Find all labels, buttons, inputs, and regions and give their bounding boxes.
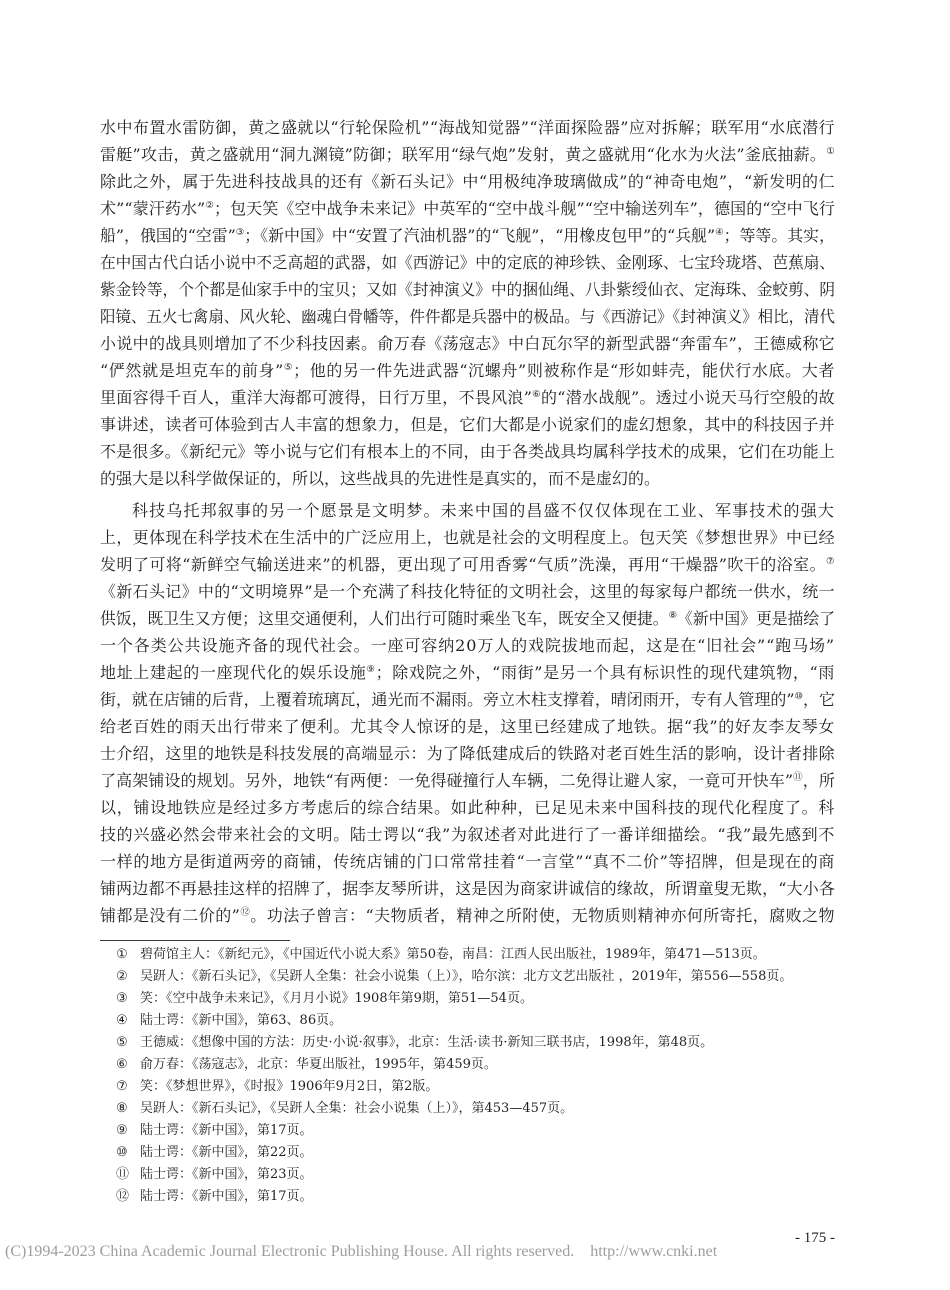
text-line-content (100, 578, 835, 605)
text-line (100, 303, 835, 330)
text-run: 。功法子曾言：“夫物质者，精神之所附使，无物质则精神亦何所寄托，腐败之物 (250, 906, 835, 925)
footnote-number: ② (116, 969, 128, 984)
text-run: ；包天笑《空中战争未来记》中英军的“空中战斗舰”“空中输送列车”，德国的“空中飞行 (213, 199, 835, 218)
footnote-text: 吴趼人：《新石头记》，《吴趼人全集：社会小说集（上）》，第453—457页。 (140, 1101, 574, 1116)
text-line-content (100, 740, 835, 767)
text-line (100, 384, 835, 411)
footnote-text: 笑：《空中战争未来记》，《月月小说》1908年第9期，第51—54页。 (140, 991, 533, 1006)
text-run: 紫金铃等，个个都是仙家手中的宝贝；又如《封神演义》中的捆仙绳、八卦紫绶仙衣、定海珠、金蛟剪、阴 (100, 280, 835, 299)
text-line-content (100, 357, 835, 387)
footnote-ref: ⑧ (668, 610, 678, 621)
text-line-content (100, 605, 835, 635)
text-line-content (100, 276, 835, 303)
footnote-number: ⑧ (116, 1101, 128, 1116)
text-line (100, 357, 835, 384)
footnote-number: ④ (116, 1013, 128, 1028)
text-line-content (132, 497, 835, 524)
text-line-content (100, 524, 835, 551)
footnote-number: ⑦ (116, 1079, 128, 1094)
text-run: 士介绍，这里的地铁是科技发展的高端显示：为了降低建成后的铁路对老百姓生活的影响，设计者排除 (100, 744, 835, 763)
text-line-content (100, 330, 835, 357)
text-line-content (100, 114, 835, 141)
text-run: 上，更体现在科学技术在生活中的广泛应用上，也就是社会的文明程度上。包天笑《梦想世界》中已经 (100, 528, 835, 547)
text-run: “俨然就是坦克车的前身” (100, 361, 284, 380)
text-run: 铺两边都不再悬挂这样的招牌了，据李友琴所讲，这是因为商家讲诚信的缘故，所谓童叟无欺，“大小各 (100, 879, 835, 898)
text-run: 在中国古代白话小说中不乏高超的武器，如《西游记》中的定底的神珍铁、金刚琢、七宝玲珑塔、芭蕉扇、 (100, 253, 835, 272)
text-line-content (100, 303, 835, 330)
footnote-ref: ⑦ (826, 556, 835, 567)
footnote-ref: ⑥ (532, 389, 541, 400)
text-run: 一个各类公共设施齐备的现代社会。一座可容纳20万人的戏院拔地而起，这是在“旧社会”“跑马场” (100, 636, 835, 655)
text-line (100, 821, 835, 848)
text-run: ，所 (802, 771, 835, 790)
text-run: 供饭，既卫生又方便；这里交通便利，人们出行可随时乘坐飞车，既安全又便捷。 (100, 609, 669, 628)
footnote-ref: ⑪ (793, 772, 803, 783)
footnote-ref: ④ (715, 227, 724, 238)
text-line-content (100, 767, 835, 797)
text-run: 里面容得千百人，重洋大海都可渡得，日行万里，不畏风浪” (100, 388, 533, 407)
text-line-content (100, 465, 660, 492)
footnote-item (100, 1142, 835, 1164)
text-run: ；除戏院之外，“雨街”是另一个具有标识性的现代建筑物，“雨 (375, 663, 835, 682)
text-line-content (100, 411, 835, 438)
footnote-item (100, 1032, 835, 1054)
text-line (100, 168, 835, 195)
text-line (100, 767, 835, 794)
text-line (100, 713, 835, 740)
footnote-ref: ⑫ (240, 907, 251, 918)
footnote-number: ⑫ (116, 1189, 130, 1204)
text-run: 水中布置水雷防御，黄之盛就以“行轮保险机”“海战知觉器”“洋面探险器”应对拆解；联军用“水底潜行 (100, 118, 835, 137)
footnote-text: 陆士谔：《新中国》，第22页。 (140, 1145, 313, 1160)
text-line-content (100, 794, 835, 821)
text-run: 科技乌托邦叙事的另一个愿景是文明梦。未来中国的昌盛不仅仅体现在工业、军事技术的强大 (132, 501, 835, 520)
text-run: 雷艇”攻击，黄之盛就用“洞九渊镜”防御；联军用“绿气炮”发射，黄之盛就用“化水为火法”釜底抽薪。 (100, 145, 827, 164)
text-run: 不是很多。《新纪元》等小说与它们有根本上的不同，由于各类战具均属科学技术的成果，它们在功能上 (100, 442, 835, 461)
footnote-text: 吴趼人：《新石头记》，《吴趼人全集：社会小说集（上）》，哈尔滨：北方文艺出版社 ，2019年，第556—558页。 (140, 969, 793, 984)
text-run: 《新中国》更是描绘了 (677, 609, 835, 628)
text-line (100, 330, 835, 357)
footnote-item (100, 1098, 835, 1120)
text-run: 了高架铺设的规划。另外，地铁“有两便：一免得碰撞行人车辆，二免得让避人家，一竟可开快车” (100, 771, 794, 790)
text-line (100, 465, 835, 492)
text-line-content (100, 168, 835, 195)
text-line (100, 632, 835, 659)
footnote-item (100, 944, 835, 966)
footnote-item (100, 1120, 835, 1142)
footnote-text: 陆士谔：《新中国》，第17页。 (140, 1123, 313, 1138)
text-line-content (100, 551, 835, 581)
text-run: ，它 (803, 690, 835, 709)
text-run: 街，就在店铺的后背，上覆着琉璃瓦，通光而不漏雨。旁立木柱支撑着，晴闭雨开，专有人管理的” (100, 690, 795, 709)
text-line (100, 276, 835, 303)
text-run: 技的兴盛必然会带来社会的文明。陆士谔以“我”为叙述者对此进行了一番详细描绘。“我”最先感到不 (100, 825, 835, 844)
text-line-content (100, 659, 835, 689)
text-run: 术”“蒙汗药水” (100, 199, 206, 218)
text-run: 的强大是以科学做保证的，所以，这些战具的先进性是真实的，而不是虚幻的。 (100, 469, 661, 488)
text-line-content (100, 141, 835, 171)
text-line-content (100, 249, 835, 276)
footnote-item (100, 966, 835, 988)
footnote-ref: ⑩ (794, 691, 804, 702)
text-line (100, 578, 835, 605)
text-run: ；《新中国》中“安置了汽油机器”的“飞舰”，“用橡皮包甲”的“兵舰” (244, 226, 716, 245)
footnote-ref: ③ (235, 227, 245, 238)
text-line-content (100, 875, 835, 902)
footnote-text: 陆士谔：《新中国》，第17页。 (140, 1189, 313, 1204)
footnote-item (100, 1186, 835, 1208)
text-run: 给老百姓的雨天出行带来了便利。尤其令人惊讶的是，这里已经建成了地铁。据“我”的好友李友琴女 (100, 717, 835, 736)
text-line (100, 411, 835, 438)
text-line-content (100, 821, 835, 848)
text-line (100, 438, 835, 465)
footnote-item (100, 1164, 835, 1186)
text-line (100, 497, 835, 524)
footnote-item (100, 988, 835, 1010)
text-run: 除此之外，属于先进科技战具的还有《新石头记》中“用极纯净玻璃做成”的“神奇电炮”，“新发明的仁 (100, 172, 835, 191)
text-line (100, 794, 835, 821)
footnote-ref: ② (205, 200, 214, 211)
text-line (100, 551, 835, 578)
footnote-ref: ⑨ (366, 664, 376, 675)
text-line (100, 524, 835, 551)
text-line-content (100, 195, 835, 225)
footnote-ref: ⑤ (283, 362, 294, 373)
footnote-text: 陆士谔：《新中国》，第23页。 (140, 1167, 313, 1182)
text-run: 一样的地方是街道两旁的商铺，传统店铺的门口常常挂着“一言堂”“真不二价”等招牌，但是现在的商 (100, 852, 835, 871)
text-run: 铺都是没有二价的” (100, 906, 241, 925)
footnote-number: ③ (116, 991, 128, 1006)
text-line-content (100, 902, 835, 932)
footnotes (100, 944, 835, 1208)
text-line (100, 686, 835, 713)
text-line (100, 249, 835, 276)
text-line-content (100, 632, 835, 659)
text-run: 发明了可将“新鲜空气输送进来”的机器，更出现了可用香雾“气质”洗澡，再用“干燥器”吹干的浴室。 (100, 555, 827, 574)
text-run: 的“潜水战舰”。透过小说天马行空般的故 (540, 388, 835, 407)
text-line-content (100, 384, 835, 414)
footnote-item (100, 1054, 835, 1076)
footnote-number: ① (116, 947, 128, 962)
text-line (100, 659, 835, 686)
text-run: 以，铺设地铁应是经过多方考虑后的综合结果。如此种种，已足见未来中国科技的现代化程度了。科 (100, 798, 835, 817)
footnote-number: ⑩ (116, 1145, 128, 1160)
text-line (100, 114, 835, 141)
footnote-number: ⑤ (116, 1035, 128, 1050)
footnote-item (100, 1076, 835, 1098)
footnote-number: ⑥ (116, 1057, 128, 1072)
text-line (100, 875, 835, 902)
copyright-watermark: (C)1994-2023 China Academic Journal Electronic Publishing House. All rights reserved. http://www.cnki.net (5, 1243, 718, 1260)
footnote-ref: ① (826, 146, 835, 157)
text-run: 小说中的战具则增加了不少科技因素。俞万春《荡寇志》中白瓦尔罕的新型武器“奔雷车”，王德威称它 (100, 334, 835, 353)
text-line-content (100, 848, 835, 875)
text-line-content (100, 713, 835, 740)
text-line-content (100, 438, 835, 465)
footnote-item (100, 1010, 835, 1032)
page-number: - 175 - (795, 1230, 835, 1246)
text-line (100, 902, 835, 929)
footnote-text: 笑：《梦想世界》，《时报》1906年9月2日，第2版。 (140, 1079, 439, 1094)
footnote-text: 王德威：《想像中国的方法：历史·小说·叙事》，北京：生活·读书·新知三联书店，1998年，第48页。 (140, 1035, 714, 1050)
text-run: ；等等。其实， (723, 226, 835, 245)
footnote-rule (100, 940, 290, 941)
text-run: 地址上建起的一座现代化的娱乐设施 (100, 663, 367, 682)
text-run: 《新石头记》中的“文明境界”是一个充满了科技化特征的文明社会，这里的每家每户都统一供水，统一 (100, 582, 835, 601)
footnote-text: 俞万春：《荡寇志》，北京：华夏出版社，1995年，第459页。 (140, 1057, 497, 1072)
text-line (100, 222, 835, 249)
text-line (100, 605, 835, 632)
text-run: 事讲述，读者可体验到古人丰富的想象力，但是，它们大都是小说家们的虚幻想象，其中的科技因子并 (100, 415, 835, 434)
text-run: ；他的另一件先进武器“沉螺舟”则被称作是“形如蚌壳，能伏行水底。大者 (293, 361, 835, 380)
text-line (100, 848, 835, 875)
footnote-number: ⑨ (116, 1123, 128, 1138)
text-run: 船”，俄国的“空雷” (100, 226, 236, 245)
footnote-number: ⑪ (116, 1167, 130, 1182)
text-line (100, 195, 835, 222)
footnote-text: 碧荷馆主人：《新纪元》，《中国近代小说大系》第50卷，南昌：江西人民出版社，1989年，第471—513页。 (140, 947, 766, 962)
footnote-text: 陆士谔：《新中国》，第63、86页。 (140, 1013, 343, 1028)
text-line-content (100, 222, 835, 252)
body-paragraph-continued (100, 114, 835, 492)
text-line (100, 141, 835, 168)
text-line-content (100, 686, 835, 716)
body-paragraph (100, 497, 835, 929)
text-run: 阳镜、五火七禽扇、风火轮、幽魂白骨幡等，件件都是兵器中的极品。与《西游记》《封神演义》相比，清代 (100, 307, 835, 326)
text-line (100, 740, 835, 767)
